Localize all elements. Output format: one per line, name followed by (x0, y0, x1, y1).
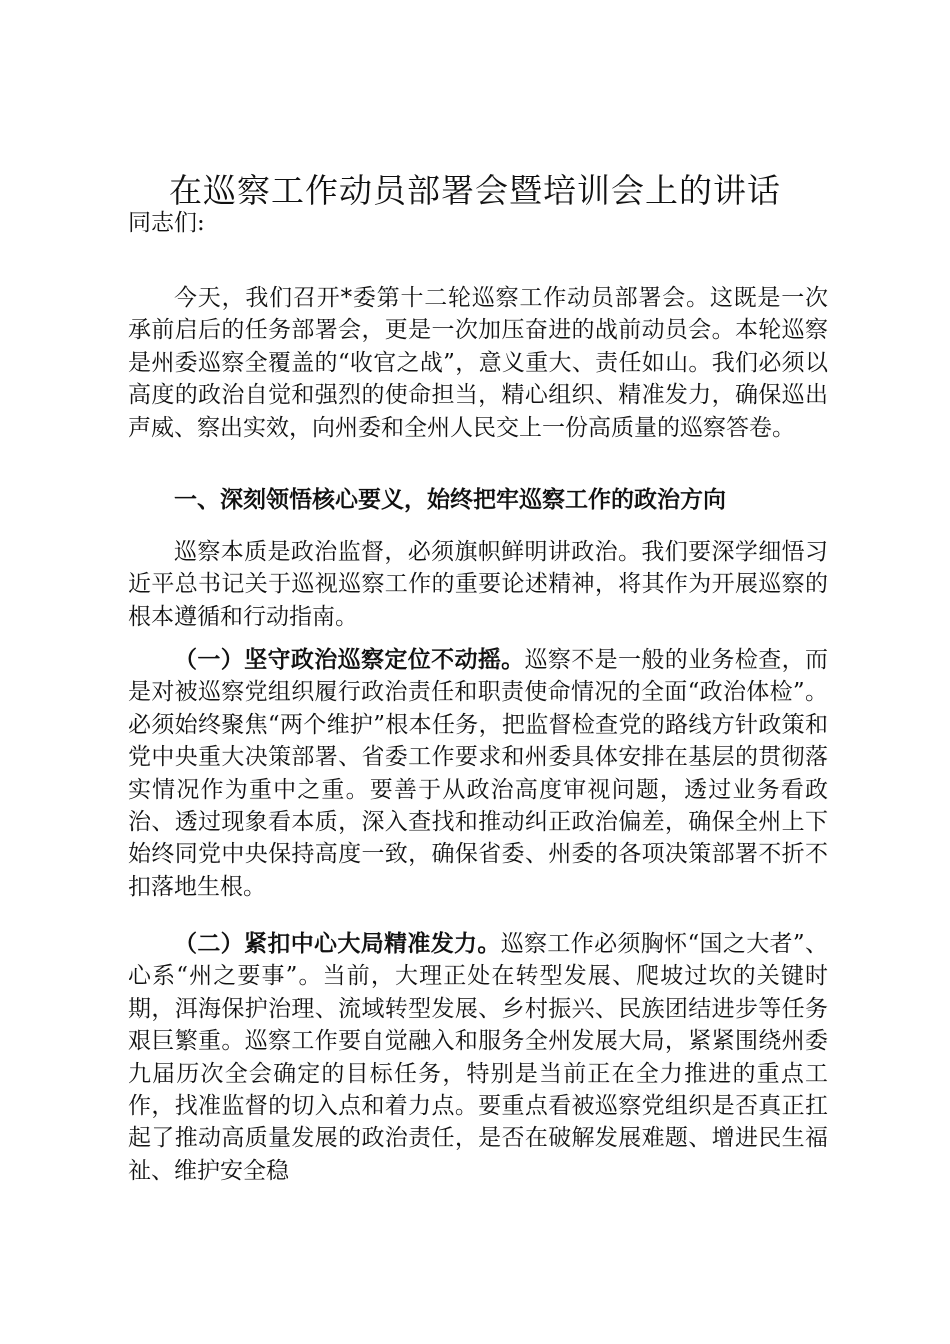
subsection-heading-1: （一）坚守政治巡察定位不动摇。 (174, 647, 525, 673)
salutation: 同志们: (128, 210, 205, 236)
section-heading: 一、深刻领悟核心要义，始终把牢巡察工作的政治方向 (174, 487, 726, 513)
subsection-paragraph-1 (128, 644, 828, 903)
subsection-text-2: 巡察工作必须胸怀“国之大者”、心系“州之要事”。当前，大理正处在转型发展、爬坡过坎的关键时期，洱海保护治理、流域转型发展、乡村振兴、民族团结进步等任务艰巨繁重。巡察工作要自觉融入和服务全州发展大局，紧紧围绕州委九届历次全会确定的目标任务，特别是当前正在全力推进的重点工作，找准监督的切入点和着力点。要重点看被巡察党组织是否真正扛起了推动高质量发展的政治责任，是否在破解发展难题、增进民生福祉、维护安全稳 (128, 931, 828, 1184)
section-intro-paragraph: 巡察本质是政治监督，必须旗帜鲜明讲政治。我们要深学细悟习近平总书记关于巡视巡察工作的重要论述精神，将其作为开展巡察的根本遵循和行动指南。 (128, 539, 828, 630)
document-title: 在巡察工作动员部署会暨培训会上的讲话 (169, 171, 781, 210)
subsection-paragraph-2 (128, 928, 828, 1187)
subsection-heading-2: （二）紧扣中心大局精准发力。 (174, 931, 501, 957)
subsection-text-1: 巡察不是一般的业务检查，而是对被巡察党组织履行政治责任和职责使命情况的全面“政治体检”。必须始终聚焦“两个维护”根本任务，把监督检查党的路线方针政策和党中央重大决策部署、省委工作要求和州委具体安排在基层的贯彻落实情况作为重中之重。要善于从政治高度审视问题，透过业务看政治、透过现象看本质，深入查找和推动纠正政治偏差，确保全州上下始终同党中央保持高度一致，确保省委、州委的各项决策部署不折不扣落地生根。 (128, 647, 829, 900)
intro-paragraph: 今天，我们召开*委第十二轮巡察工作动员部署会。这既是一次承前启后的任务部署会，更是一次加压奋进的战前动员会。本轮巡察是州委巡察全覆盖的“收官之战”，意义重大、责任如山。我们必须以高度的政治自觉和强烈的使命担当，精心组织、精准发力，确保巡出声威、察出实效，向州委和全州人民交上一份高质量的巡察答卷。 (128, 285, 828, 441)
